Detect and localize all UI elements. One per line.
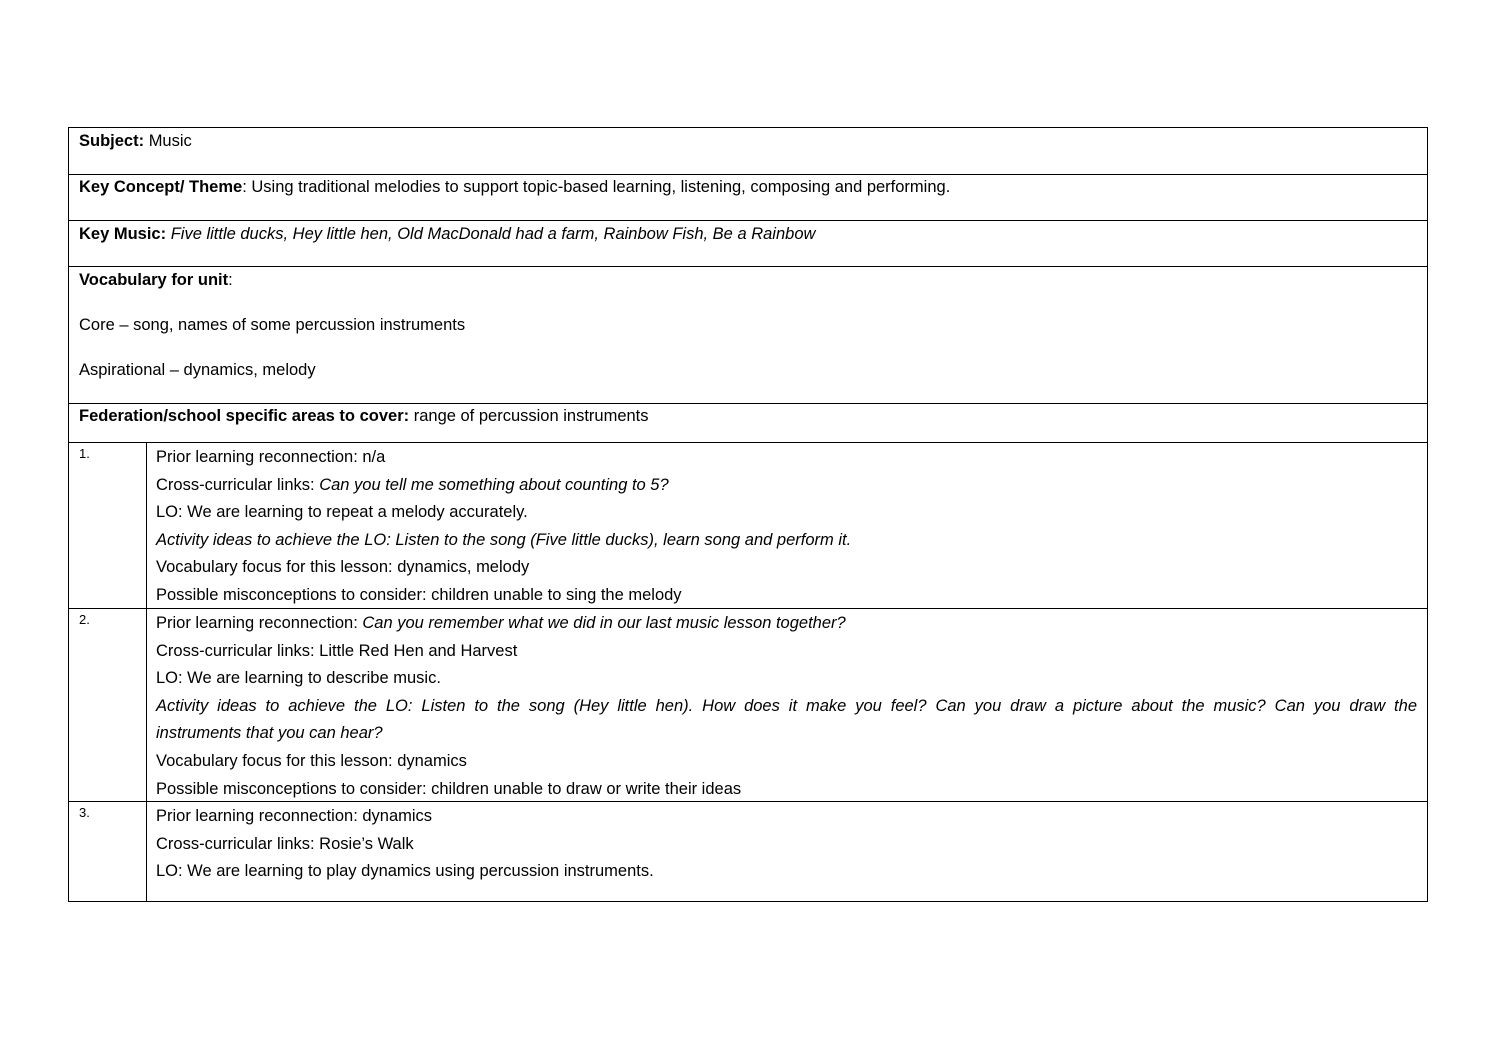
subject-row [69, 128, 1427, 175]
cross-curricular: Cross-curricular links: Little Red Hen and Harvest [156, 641, 518, 660]
vocabulary-heading [79, 270, 233, 290]
federation-cell [79, 406, 649, 426]
vocabulary-label: Vocabulary for unit [79, 271, 229, 289]
activity-ideas [156, 528, 1417, 556]
lesson-number-cell [69, 609, 147, 801]
activity-ideas-text: Activity ideas to achieve the LO: Listen to the song (Hey little hen). How does it make you feel? Can you draw a picture about the music? Can you draw the [156, 696, 1417, 715]
key-music-row [69, 221, 1427, 267]
learning-objective: LO: We are learning to repeat a melody accurately. [156, 503, 528, 522]
learning-objective: LO: We are learning to describe music. [156, 669, 441, 688]
lesson-row-1 [69, 443, 1427, 609]
activity-ideas-text: instruments that you can hear? [156, 724, 383, 743]
lesson-row-3 [69, 802, 1427, 901]
federation-label: Federation/school specific areas to cover: [79, 407, 410, 425]
key-concept-cell [79, 177, 950, 197]
key-music-label: Key Music: [79, 225, 167, 243]
lesson-details [156, 804, 1417, 887]
subject-value: Music [148, 132, 192, 150]
activity-ideas-line-2 [156, 721, 1417, 749]
lesson-number-cell [69, 802, 147, 901]
vocabulary-aspirational: Aspirational – dynamics, melody [79, 361, 316, 379]
federation-value: range of percussion instruments [413, 407, 649, 425]
lesson-details [156, 445, 1417, 611]
activity-ideas-text: Activity ideas to achieve the LO: Listen to the song (Five little ducks), learn song and perform it. [156, 530, 852, 549]
vocabulary-core: Core – song, names of some percussion instruments [79, 316, 466, 334]
lesson-number: 3. [79, 805, 90, 820]
prior-learning-label: Prior learning reconnection: [156, 614, 363, 632]
lesson-row-2 [69, 609, 1427, 802]
key-music-cell [79, 224, 815, 244]
misconceptions: Possible misconceptions to consider: children unable to sing the melody [156, 585, 682, 604]
vocabulary-suffix: : [228, 271, 233, 289]
prior-learning [156, 611, 1417, 639]
prior-learning [156, 445, 1417, 473]
activity-ideas-line-1 [156, 694, 1417, 722]
lesson-number: 2. [79, 612, 90, 627]
prior-learning-label: Prior learning reconnection: [156, 448, 363, 466]
lesson-number: 1. [79, 446, 90, 461]
federation-row [69, 404, 1427, 443]
lesson-number-cell [69, 443, 147, 608]
vocabulary-focus: Vocabulary focus for this lesson: dynamics [156, 751, 467, 770]
cross-curricular: Cross-curricular links: Rosie’s Walk [156, 834, 414, 853]
cross-curricular [156, 473, 1417, 501]
subject-label: Subject: [79, 132, 145, 150]
prior-learning-value: n/a [362, 448, 386, 466]
lesson-details [156, 611, 1417, 804]
prior-learning: Prior learning reconnection: dynamics [156, 807, 433, 825]
learning-objective: LO: We are learning to play dynamics using percussion instruments. [156, 862, 654, 881]
key-music-value: Five little ducks, Hey little hen, Old MacDonald had a farm, Rainbow Fish, Be a Rainbow [170, 225, 816, 243]
key-concept-row [69, 175, 1427, 221]
vocabulary-row [69, 267, 1427, 404]
subject-cell [79, 131, 192, 151]
cross-curricular-value: Can you tell me something about counting to 5? [319, 475, 669, 494]
key-concept-value: : Using traditional melodies to support topic-based learning, listening, composing and performing. [242, 178, 951, 196]
vocabulary-focus: Vocabulary focus for this lesson: dynamics, melody [156, 558, 530, 577]
prior-learning-value: Can you remember what we did in our last music lesson together? [362, 614, 846, 632]
key-concept-label: Key Concept/ Theme [79, 178, 243, 196]
misconceptions: Possible misconceptions to consider: children unable to draw or write their ideas [156, 779, 742, 798]
cross-curricular-label: Cross-curricular links: [156, 475, 320, 494]
lesson-plan-table [68, 127, 1428, 902]
